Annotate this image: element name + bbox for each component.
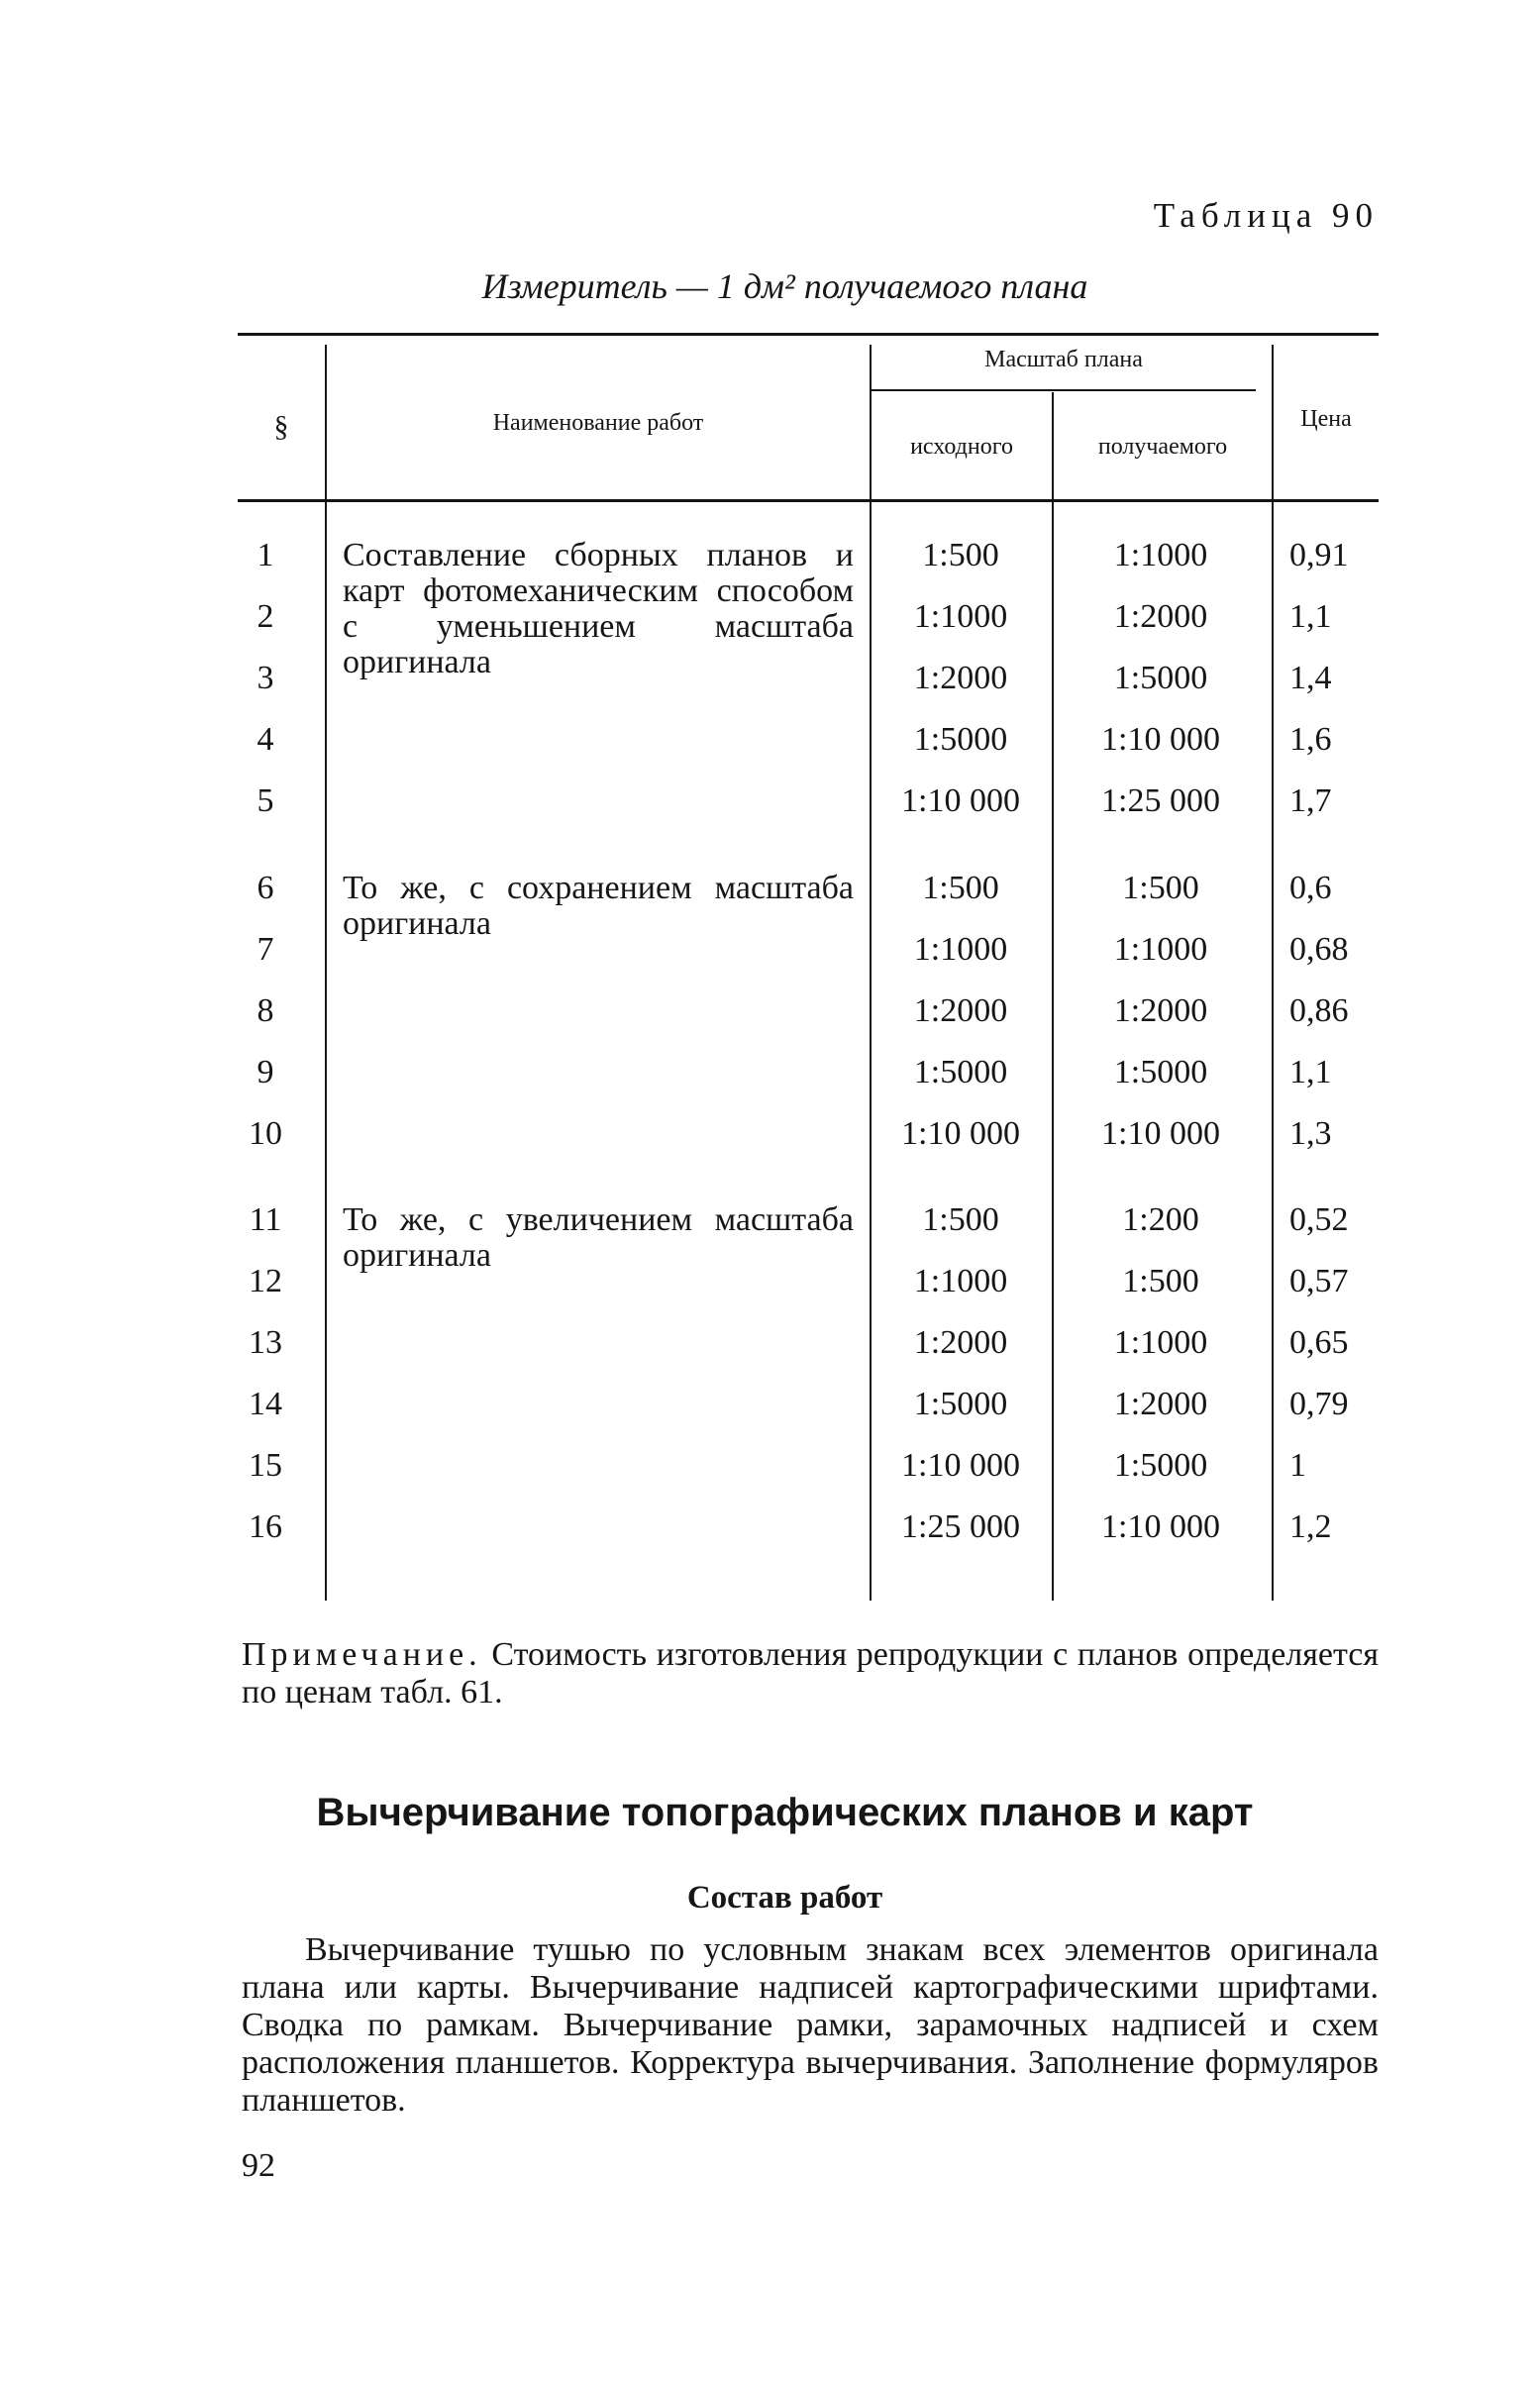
row-number: 15	[249, 1447, 282, 1484]
table-note	[242, 1636, 1379, 1712]
table-top-rule	[238, 333, 1379, 336]
price-value: 0,79	[1289, 1386, 1349, 1422]
result-scale: 1:1000	[1113, 537, 1208, 573]
source-scale: 1:5000	[913, 1386, 1008, 1422]
row-number: 9	[257, 1054, 274, 1090]
row-number: 3	[257, 660, 274, 696]
result-scale: 1:2000	[1113, 1386, 1208, 1422]
result-scale: 1:200	[1122, 1201, 1199, 1238]
header-source: исходного	[910, 434, 1013, 460]
source-scale: 1:1000	[913, 931, 1008, 968]
header-work-name: Наименование работ	[492, 410, 704, 436]
work-description: То же, с увеличением масштаба оригинала	[343, 1201, 854, 1274]
price-value: 0,52	[1289, 1201, 1349, 1238]
note-text: Стоимость изготовления репродукции с планов определяется по ценам табл. 61.	[242, 1636, 1380, 1711]
row-number: 1	[257, 537, 274, 573]
price-value: 0,57	[1289, 1263, 1349, 1299]
source-scale: 1:2000	[913, 1324, 1008, 1361]
source-scale: 1:10 000	[901, 1115, 1020, 1152]
result-scale: 1:2000	[1113, 598, 1208, 635]
result-scale: 1:5000	[1113, 660, 1208, 696]
source-scale: 1:10 000	[901, 782, 1020, 819]
table-label: Таблица 90	[1153, 196, 1379, 235]
price-value: 1	[1289, 1447, 1306, 1484]
price-value: 1,6	[1289, 721, 1332, 758]
work-description: То же, с сохранением масштаба оригинала	[343, 870, 854, 942]
result-scale: 1:10 000	[1101, 721, 1220, 758]
header-section: §	[273, 410, 289, 443]
price-value: 0,91	[1289, 537, 1349, 573]
source-scale: 1:500	[922, 1201, 999, 1238]
price-value: 1,1	[1289, 598, 1332, 635]
table-header-rule	[238, 499, 1379, 502]
row-number: 11	[249, 1201, 282, 1238]
source-scale: 1:500	[922, 537, 999, 573]
source-scale: 1:500	[922, 870, 999, 906]
result-scale: 1:2000	[1113, 992, 1208, 1029]
source-scale: 1:5000	[913, 721, 1008, 758]
price-value: 1,1	[1289, 1054, 1332, 1090]
row-number: 8	[257, 992, 274, 1029]
row-number: 5	[257, 782, 274, 819]
price-value: 1,3	[1289, 1115, 1332, 1152]
source-scale: 1:5000	[913, 1054, 1008, 1090]
price-value: 0,65	[1289, 1324, 1349, 1361]
section-title: Вычерчивание топографических планов и карт	[316, 1791, 1254, 1834]
result-scale: 1:1000	[1113, 931, 1208, 968]
price-value: 0,86	[1289, 992, 1349, 1029]
source-scale: 1:1000	[913, 1263, 1008, 1299]
source-scale: 1:2000	[913, 660, 1008, 696]
result-scale: 1:500	[1122, 1263, 1199, 1299]
row-number: 14	[249, 1386, 282, 1422]
price-value: 1,7	[1289, 782, 1332, 819]
row-number: 6	[257, 870, 274, 906]
col-divider-1	[325, 345, 327, 1601]
row-number: 13	[249, 1324, 282, 1361]
row-number: 4	[257, 721, 274, 758]
unit-line: Измеритель — 1 дм² получаемого плана	[481, 266, 1088, 306]
row-number: 2	[257, 598, 274, 635]
row-number: 7	[257, 931, 274, 968]
result-scale: 1:25 000	[1101, 782, 1220, 819]
body-paragraph: Вычерчивание тушью по условным знакам всех элементов оригинала плана или карты. Вычерчивание надписей картографическими шрифтами. Сводка по рамкам. Вычерчивание рамки, зарамочных надписей и схем расположения планшетов. Корректура вычерчивания. Заполнение формуляров планшетов.	[242, 1931, 1379, 2119]
col-divider-4	[1272, 345, 1274, 1601]
work-description: Составление сборных планов и карт фотомеханическим способом с уменьшением масштаба оригинала	[343, 537, 854, 680]
row-number: 16	[249, 1508, 282, 1545]
row-number: 12	[249, 1263, 282, 1299]
header-plan-scale: Масштаб плана	[984, 347, 1143, 372]
note-label: Примечание.	[242, 1636, 482, 1673]
result-scale: 1:5000	[1113, 1054, 1208, 1090]
result-scale: 1:10 000	[1101, 1508, 1220, 1545]
header-result: получаемого	[1097, 434, 1228, 460]
scale-header-rule	[872, 389, 1256, 391]
price-value: 1,2	[1289, 1508, 1332, 1545]
section-subtitle: Состав работ	[686, 1880, 883, 1916]
price-value: 1,4	[1289, 660, 1332, 696]
row-number: 10	[249, 1115, 282, 1152]
result-scale: 1:1000	[1113, 1324, 1208, 1361]
source-scale: 1:1000	[913, 598, 1008, 635]
source-scale: 1:10 000	[901, 1447, 1020, 1484]
page-number: 92	[242, 2147, 275, 2184]
result-scale: 1:5000	[1113, 1447, 1208, 1484]
price-value: 0,6	[1289, 870, 1332, 906]
source-scale: 1:25 000	[901, 1508, 1020, 1545]
source-scale: 1:2000	[913, 992, 1008, 1029]
price-value: 0,68	[1289, 931, 1349, 968]
header-price: Цена	[1300, 406, 1352, 432]
result-scale: 1:500	[1122, 870, 1199, 906]
result-scale: 1:10 000	[1101, 1115, 1220, 1152]
